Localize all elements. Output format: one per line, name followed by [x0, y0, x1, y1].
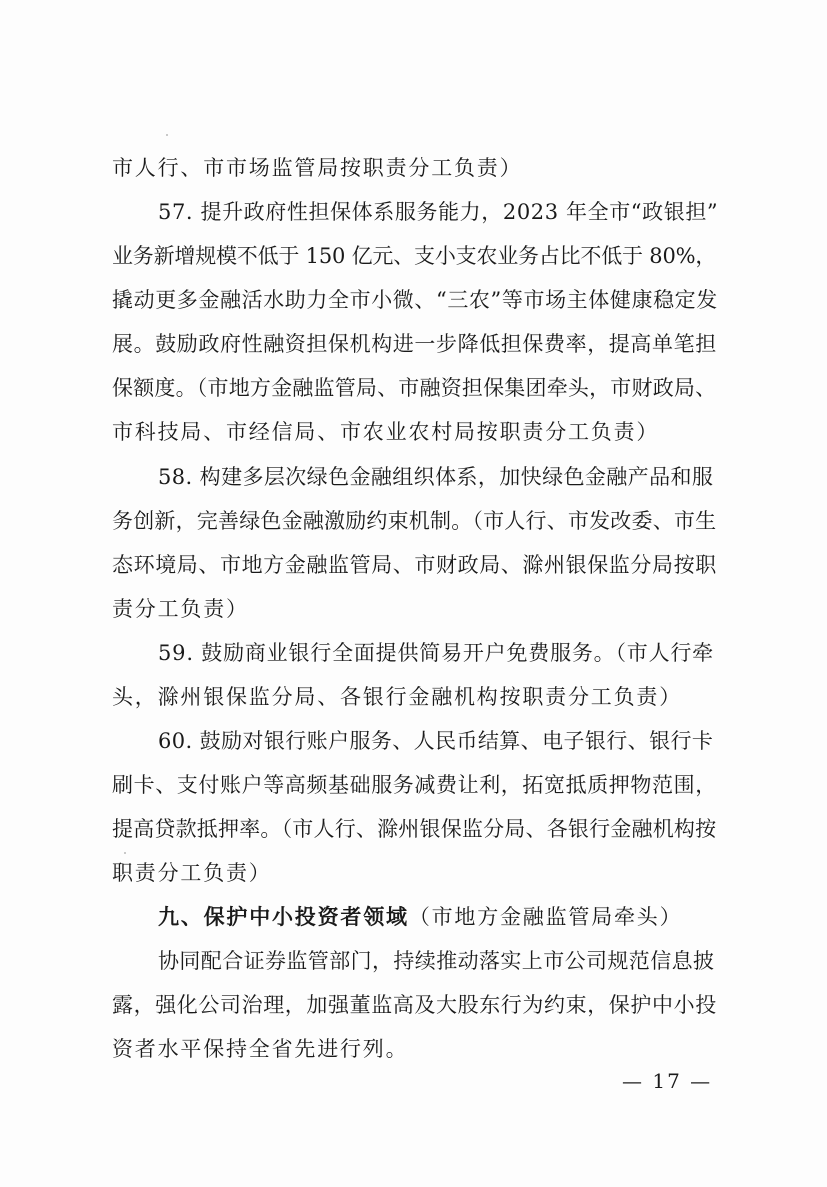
text-line: 责分工负责）	[112, 597, 249, 621]
section-heading	[158, 895, 718, 939]
section-heading-title: 九、保护中小投资者领域	[158, 905, 409, 929]
item-57-first-line: 57. 提升政府性担保体系服务能力，2023 年全市“政银担”	[158, 200, 719, 224]
text-line: 提高贷款抵押率。（市人行、滁州银保监分局、各银行金融机构按	[112, 817, 717, 841]
text-line: 市人行、市市场监管局按职责分工负责）	[112, 156, 523, 180]
page-number: — 17 —	[622, 1069, 713, 1093]
text-line: 务创新，完善绿色金融激励约束机制。（市人行、市发改委、市生	[112, 509, 717, 533]
text-line: 露，强化公司治理，加强董监高及大股东行为约束，保护中小投	[112, 993, 717, 1017]
section-heading-note: （市地方金融监管局牵头）	[408, 905, 683, 929]
text-line: 业务新增规模不低于 150 亿元、支小支农业务占比不低于 80%，	[112, 244, 717, 268]
text-line: 保额度。（市地方金融监管局、市融资担保集团牵头，市财政局、	[112, 376, 717, 400]
text-line: 职责分工负责）	[112, 861, 272, 885]
text-line: 协同配合证券监管部门，持续推动落实上市公司规范信息披	[158, 949, 715, 973]
text-line: 资者水平保持全省先进行列。	[112, 1037, 409, 1061]
text-line: 刷卡、支付账户等高频基础服务减费让利，拓宽抵质押物范围，	[112, 773, 717, 797]
text-line: 展。鼓励政府性融资担保机构进一步降低担保费率，提高单笔担	[112, 332, 717, 356]
item-59-first-line: 59. 鼓励商业银行全面提供简易开户免费服务。（市人行牵	[158, 641, 714, 665]
scan-speck	[166, 134, 168, 136]
text-line: 头，滁州银保监分局、各银行金融机构按职责分工负责）	[112, 685, 682, 709]
item-60-first-line: 60. 鼓励对银行账户服务、人民币结算、电子银行、银行卡	[158, 729, 714, 753]
text-line: 撬动更多金融活水助力全市小微、“三农”等市场主体健康稳定发	[112, 288, 718, 312]
item-58-first-line: 58. 构建多层次绿色金融组织体系，加快绿色金融产品和服	[158, 465, 714, 489]
text-line: 市科技局、市经信局、市农业农村局按职责分工负责）	[112, 420, 660, 444]
text-line: 态环境局、市地方金融监管局、市财政局、滁州银保监分局按职	[112, 553, 717, 577]
